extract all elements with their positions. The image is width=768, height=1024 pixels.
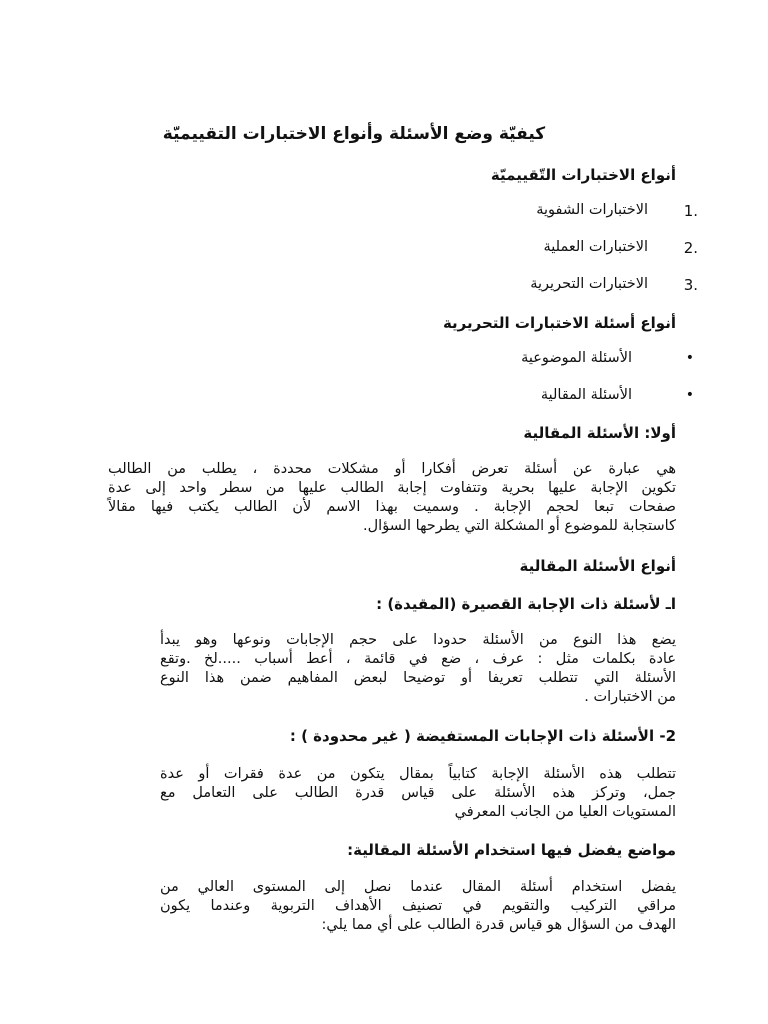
bullet-icon: • [685, 350, 694, 366]
subheading-short-answer: اـ لأسئلة ذات الإجابة القصيرة (المقيدة) : [376, 595, 676, 613]
section-heading-test-types: أنواع الاختبارات التّقييميّة [490, 166, 676, 184]
list-item-text: الاختبارات التحريرية [530, 276, 648, 292]
paragraph-short-answer [160, 631, 676, 707]
list-number: 1. [683, 202, 698, 220]
section-heading-written-question-types: أنواع أسئلة الاختبارات التحريرية [442, 314, 676, 332]
document-title: كيفيّة وضع الأسئلة وأنواع الاختبارات التقييميّة [162, 124, 546, 144]
list-item-text: الأسئلة الموضوعية [521, 350, 632, 366]
paragraph-line: مراقي التركيب والتقويم في تصنيف الأهداف التربوية وعندما يكون [160, 898, 676, 914]
paragraph-line: الأسئلة التي تتطلب تعريفا أو توضيحا لبعض المفاهيم ضمن هذا النوع [160, 670, 676, 686]
paragraph-line: يضع هذا النوع من الأسئلة حدودا على حجم الإجابات ونوعها وهو يبدأ [160, 632, 676, 648]
paragraph-essay-definition [108, 460, 676, 536]
paragraph-line: يفضل استخدام أسئلة المقال عندما نصل إلى المستوى العالي من [160, 879, 676, 895]
paragraph-line: عادة بكلمات مثل : عرف ، ضع في قائمة ، أعط أسباب .....لخ .وتقع [160, 651, 676, 667]
paragraph-line: الهدف من السؤال هو قياس قدرة الطالب على أي مما يلي: [321, 917, 676, 933]
list-item-text: الأسئلة المقالية [540, 387, 632, 403]
paragraph-line: جمل، وتركز هذه الأسئلة على قياس قدرة الطالب على التعامل مع [160, 785, 676, 801]
bullet-icon: • [685, 387, 694, 403]
paragraph-line: من الاختبارات . [584, 689, 676, 705]
section-heading-essay-types: أنواع الأسئلة المقالية [519, 557, 676, 575]
list-number: 3. [683, 276, 698, 294]
paragraph-line: هي عبارة عن أسئلة تعرض أفكارا أو مشكلات محددة ، يطلب من الطالب [108, 461, 676, 477]
list-item-text: الاختبارات الشفوية [536, 202, 648, 218]
paragraph-usage [160, 878, 676, 935]
paragraph-line: المستويات العليا من الجانب المعرفي [454, 804, 676, 820]
paragraph-line: صفحات تبعا لحجم الإجابة . وسميت بهذا الاسم لأن الطالب يكتب فيها مقالاً [108, 499, 676, 515]
paragraph-line: كاستجابة للموضوع أو المشكلة التي يطرحها السؤال. [363, 518, 676, 534]
section-heading-essay-questions: أولا: الأسئلة المقالية [523, 424, 676, 442]
list-number: 2. [683, 239, 698, 257]
section-heading-usage: مواضع يفضل فيها استخدام الأسئلة المقالية: [347, 841, 676, 859]
paragraph-extended-answer [160, 765, 676, 822]
paragraph-line: تتطلب هذه الأسئلة الإجابة كتابياً بمقال يتكون من عدة فقرات أو عدة [160, 766, 676, 782]
subheading-extended-answer: 2- الأسئلة ذات الإجابات المستفيضة ( غير محدودة ) : [289, 727, 676, 745]
paragraph-line: تكوين الإجابة عليها بحرية وتتفاوت إجابة الطالب عليها من سطر واحد إلى عدة [108, 480, 676, 496]
list-item-text: الاختبارات العملية [543, 239, 648, 255]
